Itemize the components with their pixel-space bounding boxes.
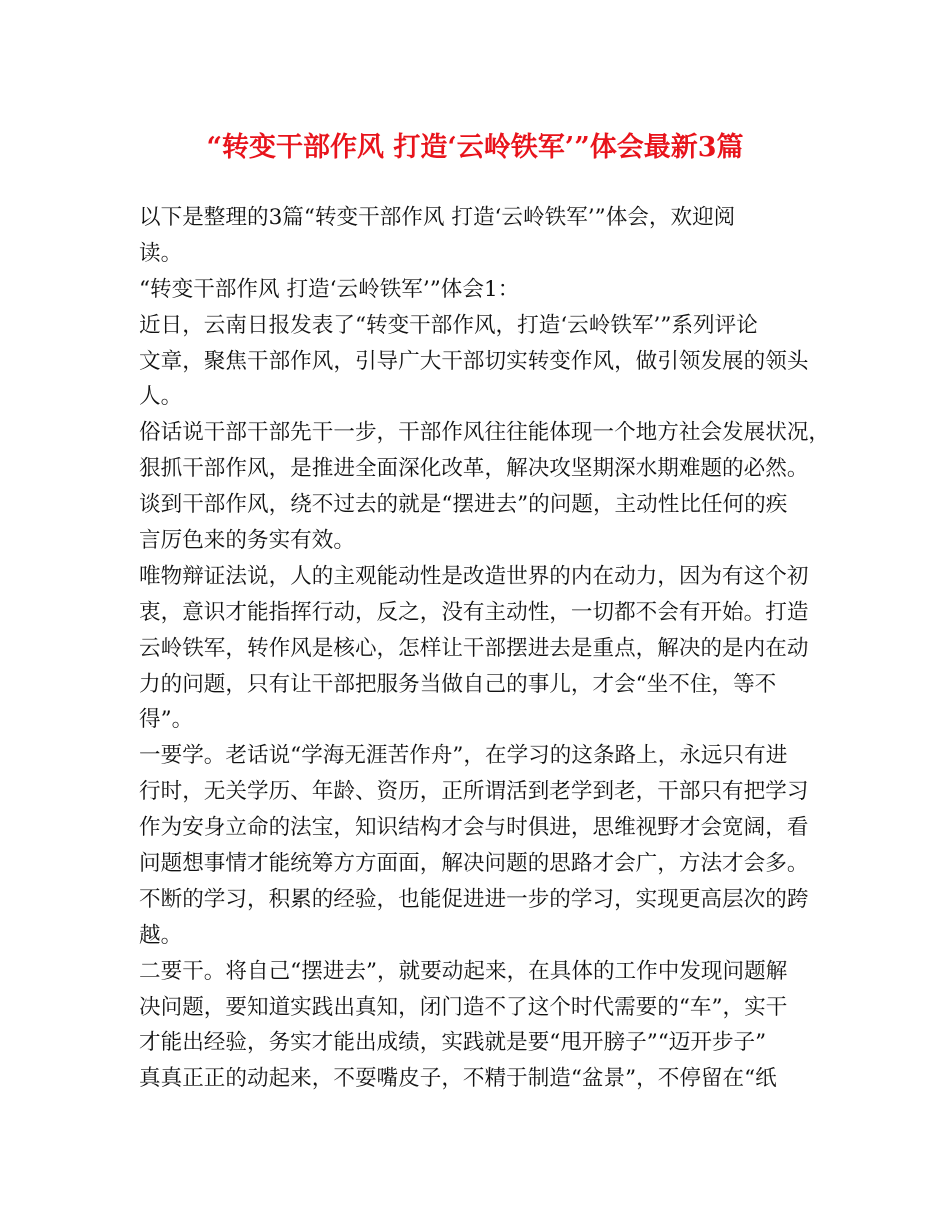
body-line: 一要学。老话说“学海无涯苦作舟”，在学习的这条路上，永远只有进	[139, 743, 788, 769]
body-line: 决问题，要知道实践出真知，闭门造不了这个时代需要的“车”，实干	[139, 994, 788, 1020]
body-line: 云岭铁军，转作风是核心，怎样让干部摆进去是重点，解决的是内在动	[139, 635, 809, 661]
body-line: 唯物辩证法说，人的主观能动性是改造世界的内在动力，因为有这个初	[139, 563, 809, 589]
body-line: 衷，意识才能指挥行动，反之，没有主动性，一切都不会有开始。打造	[139, 599, 809, 625]
body-line: 狠抓干部作风，是推进全面深化改革，解决攻坚期深水期难题的必然。	[139, 456, 809, 482]
body-line: 言厉色来的务实有效。	[139, 528, 355, 554]
body-line: 不断的学习，积累的经验，也能促进进一步的学习，实现更高层次的跨	[139, 886, 809, 912]
body-line: 越。	[139, 922, 183, 948]
body-line: 二要干。将自己“摆进去”，就要动起来，在具体的工作中发现问题解	[139, 958, 788, 984]
body-line: 力的问题，只有让干部把服务当做自己的事儿，才会“坐不住，等不	[139, 671, 777, 697]
body-line: 真真正正的动起来，不耍嘴皮子，不精于制造“盆景”，不停留在“纸	[139, 1066, 777, 1092]
body-line: “转变干部作风 打造‘云岭铁军’”体会1：	[139, 276, 520, 302]
body-line: 得”。	[139, 707, 194, 733]
body-line: 作为安身立命的法宝，知识结构才会与时俱进，思维视野才会宽阔，看	[139, 815, 809, 841]
body-line: 文章，聚焦干部作风，引导广大干部切实转变作风，做引领发展的领头	[139, 348, 809, 374]
body-line: 以下是整理的3篇“转变干部作风 打造‘云岭铁军’”体会，欢迎阅	[139, 205, 736, 230]
body-line: 俗话说干部干部先干一步，干部作风往往能体现一个地方社会发展状况，	[139, 420, 831, 446]
body-line: 行时，无关学历、年龄、资历，正所谓活到老学到老，干部只有把学习	[139, 779, 809, 805]
body-line: 读。	[139, 240, 183, 266]
body-line: 谈到干部作风，绕不过去的就是“摆进去”的问题，主动性比任何的疾	[139, 492, 788, 518]
body-line: 才能出经验，务实才能出成绩，实践就是要“甩开膀子”“迈开步子”	[139, 1030, 767, 1056]
body-line: 问题想事情才能统筹方方面面，解决问题的思路才会广，方法才会多。	[139, 851, 809, 877]
body-line: 人。	[139, 384, 183, 410]
document-title: “转变干部作风 打造‘云岭铁军’”体会最新3篇	[206, 132, 744, 163]
document-body	[139, 200, 831, 1097]
body-line: 近日，云南日报发表了“转变干部作风，打造‘云岭铁军’”系列评论	[139, 312, 758, 338]
